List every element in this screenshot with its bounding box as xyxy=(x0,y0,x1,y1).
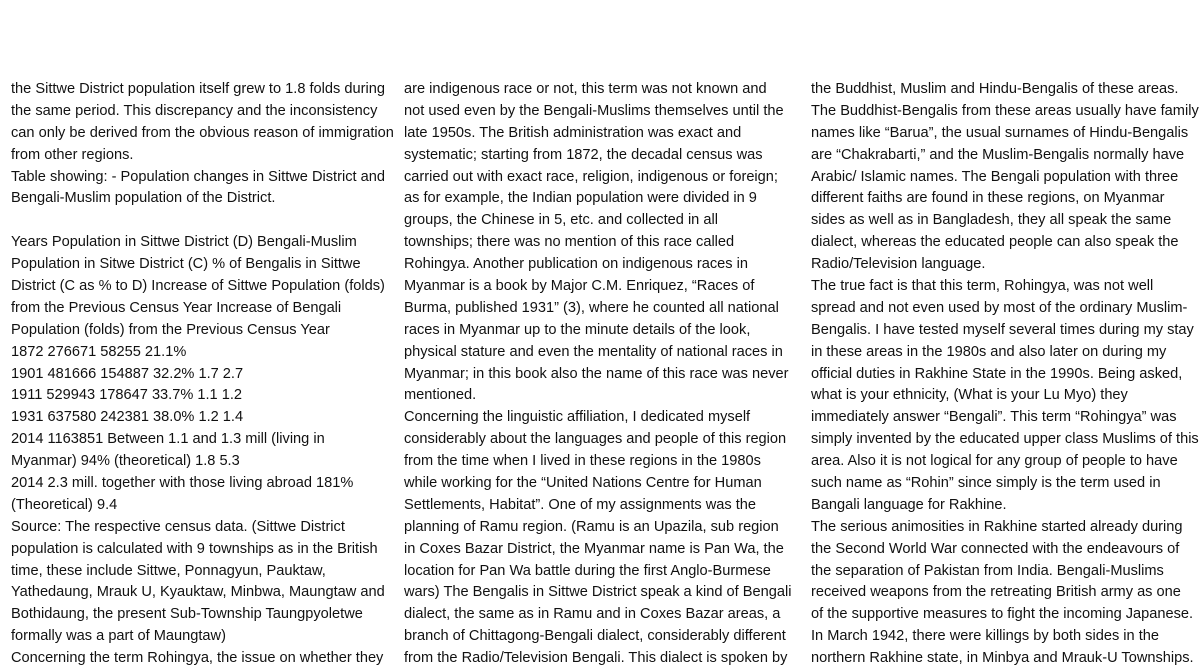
text-line: 2014 1163851 Between 1.1 and 1.3 mill (living in xyxy=(11,431,325,448)
text-line: physical stature and even the mentality of national races in xyxy=(404,343,783,360)
text-line: The Buddhist-Bengalis from these areas usually have family xyxy=(811,102,1199,119)
text-column-left xyxy=(11,79,394,670)
text-line: the Sittwe District population itself grew to 1.8 folds during xyxy=(11,81,385,97)
text-line: Population (folds) from the Previous Census Year xyxy=(11,321,330,338)
text-line: location for Pan Wa battle during the first Anglo-Burmese xyxy=(404,562,771,579)
text-line: formally was a part of Maungtaw) xyxy=(11,628,226,645)
text-line: (Theoretical) 9.4 xyxy=(11,496,118,513)
text-line: different faiths are found in these regions, on Myanmar xyxy=(811,190,1165,207)
text-line: townships; there was no mention of this race called xyxy=(404,234,735,251)
text-line: Myanmar; in this book also the name of this race was never xyxy=(404,365,789,382)
text-line: Bengali-Muslim population of the District. xyxy=(11,190,276,207)
text-line: Population in Sitwe District (C) % of Bengalis in Sittwe xyxy=(11,256,361,273)
text-line: dialect, whereas the educated people can also speak the xyxy=(811,234,1179,251)
text-line: the Buddhist, Muslim and Hindu-Bengalis of these areas. xyxy=(811,81,1179,97)
text-line: Yathedaung, Mrauk U, Kyauktaw, Minbwa, Maungtaw and xyxy=(11,584,385,601)
text-line: names like “Barua”, the usual surnames of Hindu-Bengalis xyxy=(811,124,1189,141)
text-line: in Coxes Bazar District, the Myanmar name is Pan Wa, the xyxy=(404,540,784,557)
text-line: population is calculated with 9 townships as in the British xyxy=(11,540,378,557)
text-line: as for example, the Indian population were divided in 9 xyxy=(404,190,757,207)
text-line: Radio/Television language. xyxy=(811,256,986,273)
text-line: planning of Ramu region. (Ramu is an Upazila, sub region xyxy=(404,518,779,535)
text-line: The true fact is that this term, Rohingya, was not well xyxy=(811,278,1154,295)
text-line: 2014 2.3 mill. together with those living abroad 181% xyxy=(11,475,354,492)
text-line: northern Rakhine state, in Minbya and Mrauk-U Townships. xyxy=(811,650,1194,667)
text-line: mentioned. xyxy=(404,387,477,404)
text-line: while working for the “United Nations Centre for Human xyxy=(404,475,762,492)
text-line: 1931 637580 242381 38.0% 1.2 1.4 xyxy=(11,409,244,426)
text-line: spread and not even used by most of the ordinary Muslim- xyxy=(811,299,1188,316)
text-line: Myanmar) 94% (theoretical) 1.8 5.3 xyxy=(11,453,240,470)
text-line: time, these include Sittwe, Ponnagyun, Pauktaw, xyxy=(11,562,326,579)
text-line xyxy=(11,210,391,232)
text-line: Concerning the linguistic affiliation, I dedicated myself xyxy=(404,409,751,426)
text-line: in these areas in the 1980s and also later on during my xyxy=(811,343,1167,360)
text-line: official duties in Rakhine State in the 1990s. Being asked, xyxy=(811,365,1183,382)
text-line: area. Also it is not logical for any group of people to have xyxy=(811,453,1178,470)
text-line: Bengalis. I have tested myself several times during my stay xyxy=(811,321,1194,338)
text-line: sides as well as in Bangladesh, they all speak the same xyxy=(811,212,1172,229)
text-line: branch of Chittagong-Bengali dialect, considerably different xyxy=(404,628,786,645)
text-line: Burma, published 1931” (3), where he counted all national xyxy=(404,299,779,316)
text-line: The serious animosities in Rakhine started already during xyxy=(811,518,1183,535)
text-line: Settlements, Habitat”. One of my assignments was the xyxy=(404,496,757,513)
text-line: received weapons from the retreating British army as one xyxy=(811,584,1181,601)
text-line: wars) The Bengalis in Sittwe District speak a kind of Bengali xyxy=(404,584,792,601)
text-line: can only be derived from the obvious reason of immigration xyxy=(11,124,394,141)
text-line: races in Myanmar up to the minute details of the look, xyxy=(404,321,751,338)
text-line: such name as “Rohin” since simply is the term used in xyxy=(811,475,1161,492)
text-line: Source: The respective census data. (Sittwe District xyxy=(11,518,345,535)
text-line: from the time when I lived in these regions in the 1980s xyxy=(404,453,761,470)
text-line: from the Previous Census Year Increase of Bengali xyxy=(11,299,342,316)
text-line: Myanmar is a book by Major C.M. Enriquez, “Races of xyxy=(404,278,755,295)
text-line: considerably about the languages and people of this region xyxy=(404,431,787,448)
text-line: the separation of Pakistan from India. Bengali-Muslims xyxy=(811,562,1164,579)
text-line: 1872 276671 58255 21.1% xyxy=(11,343,187,360)
text-line: systematic; starting from 1872, the decadal census was xyxy=(404,146,763,163)
text-line: are indigenous race or not, this term was not known and xyxy=(404,81,767,97)
text-line: immediately answer “Bengali”. This term “Rohingya” was xyxy=(811,409,1177,426)
text-line: from other regions. xyxy=(11,146,134,163)
text-line: from the Radio/Television Bengali. This dialect is spoken by xyxy=(404,650,788,667)
text-line: carried out with exact race, religion, indigenous or foreign; xyxy=(404,168,778,185)
text-line: not used even by the Bengali-Muslims themselves until the xyxy=(404,102,784,119)
text-line: Rohingya. Another publication on indigenous races in xyxy=(404,256,749,273)
text-column-right xyxy=(811,79,1200,670)
text-line: Concerning the term Rohingya, the issue on whether they xyxy=(11,650,384,667)
text-line: are “Chakrabarti,” and the Muslim-Bengalis normally have xyxy=(811,146,1185,163)
text-line: groups, the Chinese in 5, etc. and collected in all xyxy=(404,212,718,229)
text-line: 1901 481666 154887 32.2% 1.7 2.7 xyxy=(11,365,244,382)
text-line: Years Population in Sittwe District (D) Bengali-Muslim xyxy=(11,234,357,251)
text-line: what is your ethnicity, (What is your Lu Myo) they xyxy=(811,387,1128,404)
text-line: Arabic/ Islamic names. The Bengali population with three xyxy=(811,168,1179,185)
text-line: Bangali language for Rakhine. xyxy=(811,496,1007,513)
text-line: In March 1942, there were killings by both sides in the xyxy=(811,628,1160,645)
text-line: dialect, the same as in Ramu and in Coxes Bazar areas, a xyxy=(404,606,781,623)
text-line: 1911 529943 178647 33.7% 1.1 1.2 xyxy=(11,387,243,404)
text-line: of the supportive measures to fight the incoming Japanese. xyxy=(811,606,1194,623)
text-line: late 1950s. The British administration was exact and xyxy=(404,124,742,141)
text-column-middle xyxy=(404,79,794,670)
text-line: Table showing: - Population changes in Sittwe District and xyxy=(11,168,385,185)
text-line: the same period. This discrepancy and the inconsistency xyxy=(11,102,378,119)
text-line: District (C as % to D) Increase of Sittwe Population (folds) xyxy=(11,278,385,295)
text-line: simply invented by the educated upper class Muslims of this xyxy=(811,431,1199,448)
text-line: Bothidaung, the present Sub-Township Taungpyoletwe xyxy=(11,606,363,623)
text-line: the Second World War connected with the endeavours of xyxy=(811,540,1180,557)
